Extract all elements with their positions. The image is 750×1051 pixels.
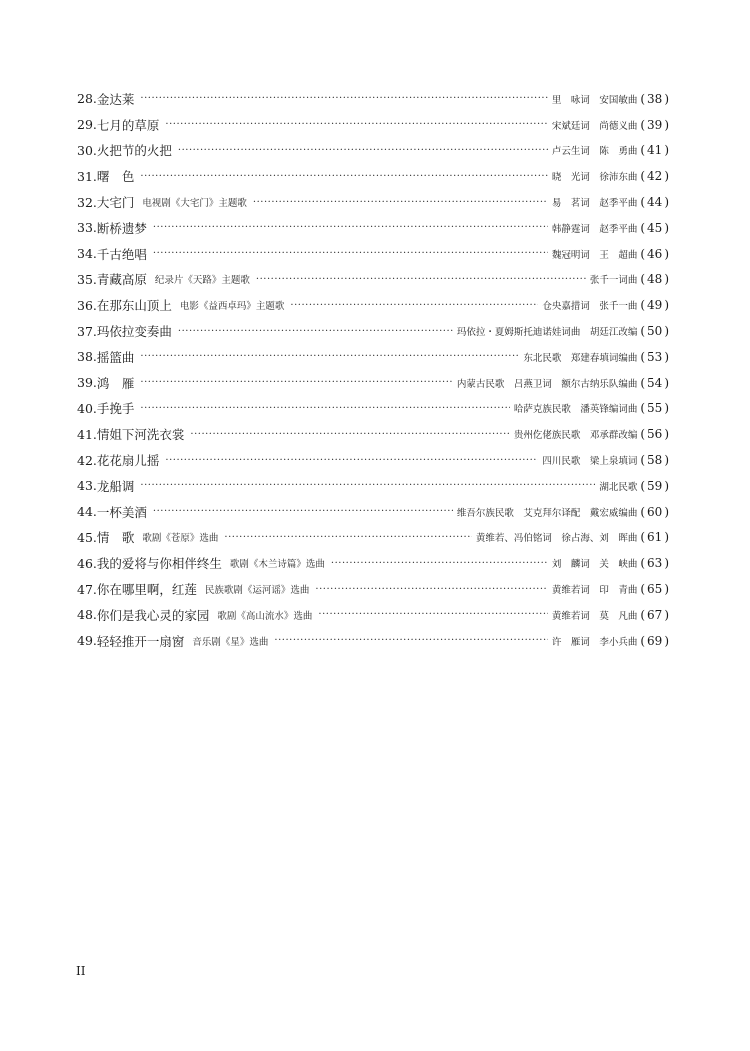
entry-subtitle: 电视剧《大宅门》主题歌 bbox=[142, 198, 247, 210]
entry-title: 曙 色 bbox=[96, 169, 135, 185]
entry-title: 火把节的火把 bbox=[96, 143, 172, 159]
page-value: 54 bbox=[647, 375, 663, 390]
toc-entry bbox=[77, 112, 669, 138]
entry-credit: 四川民歌 梁上泉填词 bbox=[542, 456, 638, 468]
entry-title: 在那东山顶上 bbox=[96, 298, 172, 314]
page-value: 65 bbox=[647, 582, 663, 597]
toc-entry bbox=[77, 86, 669, 112]
toc-entry bbox=[77, 370, 669, 396]
paren-close: ) bbox=[664, 530, 669, 545]
paren-open: ( bbox=[640, 246, 646, 261]
paren-close: ) bbox=[664, 143, 669, 158]
dot-leader bbox=[153, 222, 548, 233]
page-value: 39 bbox=[647, 117, 663, 132]
page-value: 53 bbox=[647, 349, 663, 364]
toc-entry bbox=[77, 421, 669, 447]
toc-entry bbox=[77, 189, 669, 215]
page-value: 38 bbox=[647, 91, 663, 106]
entry-credit: 黄维若词 印 青曲 bbox=[551, 585, 638, 597]
entry-page bbox=[640, 118, 669, 132]
entry-page bbox=[640, 143, 669, 157]
entry-subtitle: 民族歌剧《运河谣》选曲 bbox=[204, 585, 310, 597]
entry-number: 47. bbox=[77, 581, 97, 597]
entry-credit: 魏冠明词 王 超曲 bbox=[551, 249, 638, 261]
entry-credit: 许 雁词 李小兵曲 bbox=[551, 636, 638, 648]
entry-page bbox=[640, 350, 669, 364]
page-value: 46 bbox=[647, 246, 663, 261]
entry-credit: 哈萨克族民歌 潘英锋编词曲 bbox=[513, 404, 638, 416]
entry-page bbox=[640, 169, 669, 183]
entry-credit: 黄维若词 莫 凡曲 bbox=[551, 610, 638, 622]
entry-page bbox=[640, 634, 669, 648]
paren-close: ) bbox=[664, 401, 669, 416]
dot-leader bbox=[165, 119, 547, 130]
entry-subtitle: 歌剧《高山流水》选曲 bbox=[217, 610, 313, 622]
entry-page bbox=[640, 453, 669, 467]
paren-close: ) bbox=[664, 246, 669, 261]
dot-leader bbox=[256, 274, 586, 285]
dot-leader bbox=[315, 584, 547, 595]
entry-page bbox=[640, 195, 669, 209]
toc-entry bbox=[77, 292, 669, 318]
paren-close: ) bbox=[664, 272, 669, 287]
entry-title: 摇篮曲 bbox=[96, 349, 135, 365]
entry-credit: 卢云生词 陈 勇曲 bbox=[551, 146, 638, 158]
entry-page bbox=[640, 556, 669, 570]
toc-entry bbox=[77, 447, 669, 473]
entry-subtitle: 音乐剧《星》选曲 bbox=[192, 636, 269, 648]
entry-number: 42. bbox=[77, 452, 97, 468]
entry-credit: 刘 麟词 关 峡曲 bbox=[551, 559, 638, 571]
entry-title: 龙船调 bbox=[96, 478, 135, 494]
entry-page bbox=[640, 272, 669, 286]
entry-title: 我的爱将与你相伴终生 bbox=[96, 556, 222, 572]
entry-subtitle: 歌剧《木兰诗篇》选曲 bbox=[229, 559, 325, 571]
paren-close: ) bbox=[664, 220, 669, 235]
entry-page bbox=[640, 505, 669, 519]
entry-title: 七月的草原 bbox=[96, 117, 160, 133]
toc-entry bbox=[77, 473, 669, 499]
dot-leader bbox=[140, 351, 519, 362]
entry-number: 33. bbox=[77, 220, 97, 236]
page-value: 56 bbox=[647, 427, 663, 442]
toc-entry bbox=[77, 241, 669, 267]
entry-number: 40. bbox=[77, 400, 97, 416]
entry-credit: 韩静霆词 赵季平曲 bbox=[551, 223, 638, 235]
paren-open: ( bbox=[640, 582, 646, 597]
dot-leader bbox=[274, 635, 547, 646]
paren-open: ( bbox=[640, 91, 646, 106]
paren-close: ) bbox=[664, 633, 669, 648]
paren-close: ) bbox=[664, 349, 669, 364]
page-value: 48 bbox=[647, 272, 663, 287]
paren-close: ) bbox=[664, 117, 669, 132]
dot-leader bbox=[318, 609, 547, 620]
entry-page bbox=[640, 582, 669, 596]
entry-number: 43. bbox=[77, 478, 97, 494]
entry-number: 30. bbox=[77, 142, 97, 158]
dot-leader bbox=[140, 403, 509, 414]
entry-title: 轻轻推开一扇窗 bbox=[96, 633, 185, 649]
page-value: 55 bbox=[647, 401, 663, 416]
entry-credit: 黄维若、冯伯铭词 徐占海、刘 晖曲 bbox=[475, 533, 638, 545]
paren-open: ( bbox=[640, 453, 646, 468]
entry-title: 一杯美酒 bbox=[96, 504, 147, 520]
paren-open: ( bbox=[640, 220, 646, 235]
toc-entry bbox=[77, 576, 669, 602]
entry-page bbox=[640, 427, 669, 441]
paren-close: ) bbox=[664, 324, 669, 339]
entry-credit: 晓 光词 徐沛东曲 bbox=[551, 172, 638, 184]
dot-leader bbox=[331, 558, 548, 569]
entry-title: 断桥遗梦 bbox=[96, 220, 147, 236]
entry-number: 44. bbox=[77, 504, 97, 520]
entry-number: 39. bbox=[77, 375, 97, 391]
paren-open: ( bbox=[640, 401, 646, 416]
toc-entry bbox=[77, 525, 669, 551]
entry-credit: 内蒙古民歌 吕燕卫词 额尔古纳乐队编曲 bbox=[456, 378, 638, 390]
entry-number: 45. bbox=[77, 529, 97, 545]
toc-entry bbox=[77, 602, 669, 628]
entry-number: 41. bbox=[77, 426, 97, 442]
dot-leader bbox=[178, 145, 548, 156]
paren-close: ) bbox=[664, 298, 669, 313]
entry-number: 32. bbox=[77, 194, 97, 210]
entry-title: 青藏高原 bbox=[96, 272, 147, 288]
paren-open: ( bbox=[640, 143, 646, 158]
paren-open: ( bbox=[640, 607, 646, 622]
entry-number: 38. bbox=[77, 349, 97, 365]
toc-entry bbox=[77, 344, 669, 370]
page-value: 45 bbox=[647, 220, 663, 235]
paren-open: ( bbox=[640, 169, 646, 184]
dot-leader bbox=[290, 300, 538, 311]
entry-credit: 易 茗词 赵季平曲 bbox=[551, 198, 638, 210]
toc-entry bbox=[77, 215, 669, 241]
paren-open: ( bbox=[640, 556, 646, 571]
entry-number: 29. bbox=[77, 117, 97, 133]
entry-title: 情姐下河洗衣裳 bbox=[96, 427, 185, 443]
paren-close: ) bbox=[664, 478, 669, 493]
paren-open: ( bbox=[640, 375, 646, 390]
dot-leader bbox=[165, 455, 538, 466]
page-value: 50 bbox=[647, 324, 663, 339]
paren-close: ) bbox=[664, 607, 669, 622]
entry-title: 玛依拉变奏曲 bbox=[96, 324, 172, 340]
entry-title: 你们是我心灵的家园 bbox=[96, 607, 210, 623]
toc-entry bbox=[77, 396, 669, 422]
entry-subtitle: 电影《益西卓玛》主题歌 bbox=[179, 301, 285, 313]
entry-title: 千古绝唱 bbox=[96, 246, 147, 262]
dot-leader bbox=[253, 197, 548, 208]
page-value: 60 bbox=[647, 504, 663, 519]
entry-credit: 里 咏词 安国敏曲 bbox=[551, 94, 638, 106]
paren-open: ( bbox=[640, 195, 646, 210]
entry-number: 31. bbox=[77, 168, 97, 184]
paren-open: ( bbox=[640, 427, 646, 442]
entry-page bbox=[640, 298, 669, 312]
paren-close: ) bbox=[664, 504, 669, 519]
entry-page bbox=[640, 247, 669, 261]
page-value: 41 bbox=[647, 143, 663, 158]
entry-number: 36. bbox=[77, 297, 97, 313]
entry-page bbox=[640, 479, 669, 493]
dot-leader bbox=[153, 248, 548, 259]
paren-open: ( bbox=[640, 298, 646, 313]
toc-entry bbox=[77, 499, 669, 525]
entry-credit: 东北民歌 郑建春填词编曲 bbox=[523, 352, 638, 364]
page-value: 44 bbox=[647, 195, 663, 210]
entry-title: 金达莱 bbox=[96, 91, 135, 107]
paren-close: ) bbox=[664, 582, 669, 597]
entry-number: 28. bbox=[77, 91, 97, 107]
entry-credit: 张千一词曲 bbox=[589, 275, 638, 287]
page-value: 67 bbox=[647, 607, 663, 622]
table-of-contents bbox=[77, 86, 669, 654]
paren-close: ) bbox=[664, 195, 669, 210]
entry-subtitle: 歌剧《苍原》选曲 bbox=[142, 533, 219, 545]
entry-credit: 维吾尔族民歌 艾克拜尔译配 戴宏威编曲 bbox=[456, 507, 638, 519]
entry-page bbox=[640, 92, 669, 106]
page-value: 59 bbox=[647, 478, 663, 493]
paren-close: ) bbox=[664, 453, 669, 468]
entry-credit: 玛依拉・夏姆斯托迪诺娃词曲 胡廷江改编 bbox=[456, 327, 638, 339]
paren-open: ( bbox=[640, 504, 646, 519]
entry-title: 花花扇儿摇 bbox=[96, 453, 160, 469]
dot-leader bbox=[190, 429, 509, 440]
entry-credit: 宋斌廷词 尚德义曲 bbox=[551, 120, 638, 132]
page-value: 49 bbox=[647, 298, 663, 313]
paren-open: ( bbox=[640, 117, 646, 132]
toc-entry bbox=[77, 318, 669, 344]
dot-leader bbox=[140, 377, 452, 388]
entry-page bbox=[640, 608, 669, 622]
dot-leader bbox=[178, 326, 453, 337]
toc-entry bbox=[77, 163, 669, 189]
entry-number: 46. bbox=[77, 555, 97, 571]
entry-number: 48. bbox=[77, 607, 97, 623]
entry-credit: 贵州仡佬族民歌 邓承群改编 bbox=[513, 430, 638, 442]
entry-credit: 仓央嘉措词 张千一曲 bbox=[542, 301, 638, 313]
entry-page bbox=[640, 221, 669, 235]
entry-number: 34. bbox=[77, 246, 97, 262]
paren-open: ( bbox=[640, 272, 646, 287]
toc-entry bbox=[77, 550, 669, 576]
entry-title: 鸿 雁 bbox=[96, 375, 135, 391]
page-value: 63 bbox=[647, 556, 663, 571]
dot-leader bbox=[140, 93, 547, 104]
page-value: 61 bbox=[647, 530, 663, 545]
paren-open: ( bbox=[640, 324, 646, 339]
entry-page bbox=[640, 324, 669, 338]
entry-title: 手挽手 bbox=[96, 401, 135, 417]
paren-close: ) bbox=[664, 169, 669, 184]
entry-subtitle: 纪录片《天路》主题歌 bbox=[154, 275, 250, 287]
toc-entry bbox=[77, 138, 669, 164]
toc-entry bbox=[77, 628, 669, 654]
paren-open: ( bbox=[640, 633, 646, 648]
dot-leader bbox=[140, 480, 595, 491]
entry-page bbox=[640, 401, 669, 415]
paren-close: ) bbox=[664, 375, 669, 390]
entry-number: 49. bbox=[77, 633, 97, 649]
page-value: 42 bbox=[647, 169, 663, 184]
entry-title: 你在哪里啊，红莲 bbox=[96, 582, 197, 598]
entry-title: 情 歌 bbox=[96, 530, 135, 546]
paren-open: ( bbox=[640, 530, 646, 545]
paren-open: ( bbox=[640, 478, 646, 493]
paren-close: ) bbox=[664, 556, 669, 571]
paren-open: ( bbox=[640, 349, 646, 364]
dot-leader bbox=[224, 532, 471, 543]
paren-close: ) bbox=[664, 427, 669, 442]
entry-number: 37. bbox=[77, 323, 97, 339]
entry-page bbox=[640, 376, 669, 390]
page-value: 58 bbox=[647, 453, 663, 468]
entry-number: 35. bbox=[77, 271, 97, 287]
dot-leader bbox=[140, 171, 547, 182]
paren-close: ) bbox=[664, 91, 669, 106]
entry-page bbox=[640, 530, 669, 544]
dot-leader bbox=[153, 506, 453, 517]
page-value: 69 bbox=[647, 633, 663, 648]
entry-title: 大宅门 bbox=[96, 195, 135, 211]
toc-entry bbox=[77, 267, 669, 293]
entry-credit: 湖北民歌 bbox=[599, 481, 638, 493]
page-number: II bbox=[76, 964, 86, 978]
